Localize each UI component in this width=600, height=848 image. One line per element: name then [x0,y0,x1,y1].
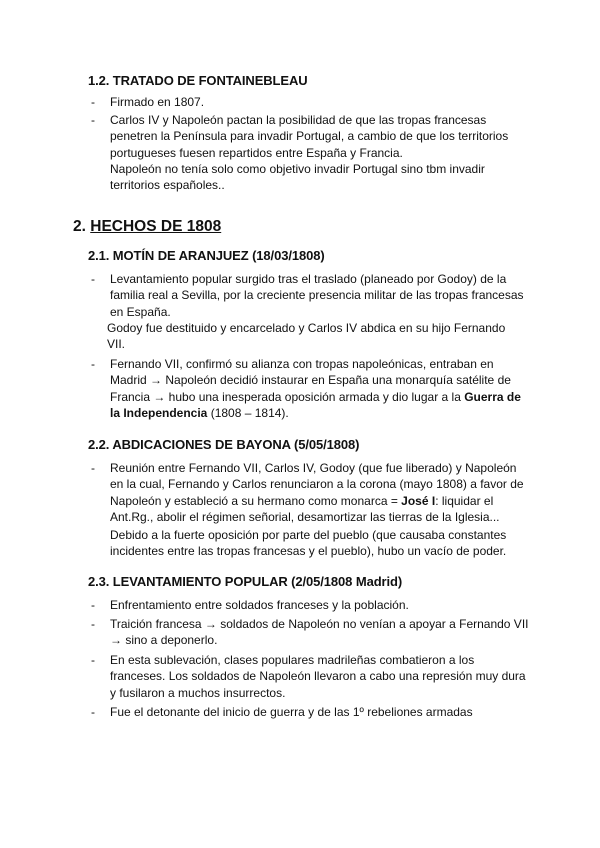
emphasis-guerra-independencia: Guerra de la Independencia [110,389,521,421]
list-item-text: Traición francesa → soldados de Napoleón no venían a apoyar a Fernando VII → sino a deponerlo. [110,617,529,648]
note-text: Godoy fue destituido y encarcelado y Carlos IV abdica en su hijo Fernando VII. [107,321,506,352]
list-item-text: Enfrentamiento entre soldados franceses y la población. [110,598,409,612]
list-item-text: Carlos IV y Napoleón pactan la posibilidad de que las tropas francesas penetren la Península para invadir Portugal, a cambio de que los territorios portugueses fuesen repartidos entre España y Francia. [110,113,509,160]
list-item-text: Fue el detonante del inicio de guerra y de las 1º rebeliones armadas [110,705,473,719]
heading-text: 2.3. LEVANTAMIENTO POPULAR (2/05/1808 [88,574,356,589]
list-item-text: En esta sublevación, clases populares madrileñas combatieron a los franceses. Los soldados de Napoleón llevaron a cabo una represión muy dura y fusilaron a muchos insurrectos. [110,653,526,700]
chapter-title: HECHOS DE 1808 [90,218,222,235]
chapter-heading-2 [73,218,221,236]
section-heading-2-1: 2.1. MOTÍN DE ARANJUEZ (18/03/1808) [88,248,325,263]
bullet-dash: - [91,705,95,719]
bullet-dash: - [91,461,95,475]
bullet-dash: - [91,113,95,127]
section-heading-2-3 [88,574,402,589]
note-text: Napoleón no tenía solo como objetivo invadir Portugal sino tbm invadir territorios españoles.. [110,162,485,193]
chapter-number: 2. [73,218,86,235]
emphasis-jose-i: José I [401,493,436,508]
list-item-text [110,460,530,526]
bullet-dash: - [91,617,95,631]
bullet-dash: - [91,598,95,612]
heading-text-bold: Madrid [355,574,398,589]
note-text: Debido a la fuerte oposición por parte del pueblo (que causaba constantes incidentes entre las tropas francesas y el pueblo), hubo un vacío de poder. [110,528,507,559]
text-run: Fernando VII, confirmó su alianza con tropas napoleónicas, entraban en Madrid → Napoleón decidió instaurar en España una monarquía satélite de Francia → hubo una inesperada oposición armada y dio lugar a la [110,357,511,404]
list-item-text: Firmado en 1807. [110,95,205,109]
list-item-text [110,356,528,422]
heading-text: ) [397,574,403,589]
text-run: Reunión entre Fernando VII, Carlos IV, Godoy (que fue liberado) y Napoleón en la cual, Fernando y Carlos renunciaron a la corona (mayo 1808) a favor de Napoleón y estableció a su hermano como monarca = [110,461,524,508]
section-heading-1-2: 1.2. TRATADO DE FONTAINEBLEAU [88,73,308,88]
bullet-dash: - [91,272,95,286]
bullet-dash: - [91,653,95,667]
text-run: : liquidar el Ant.Rg., abolir el régimen señorial, desamortizar las tierras de la Iglesia... [110,493,500,525]
bullet-dash: - [91,357,95,371]
section-heading-2-2: 2.2. ABDICACIONES DE BAYONA (5/05/1808) [88,437,360,452]
list-item-text: Levantamiento popular surgido tras el traslado (planeado por Godoy) de la familia real a Sevilla, por la creciente presencia militar de las tropas francesas en España. [110,272,524,319]
text-run: (1808 – 1814). [207,406,289,421]
bullet-dash: - [91,95,95,109]
